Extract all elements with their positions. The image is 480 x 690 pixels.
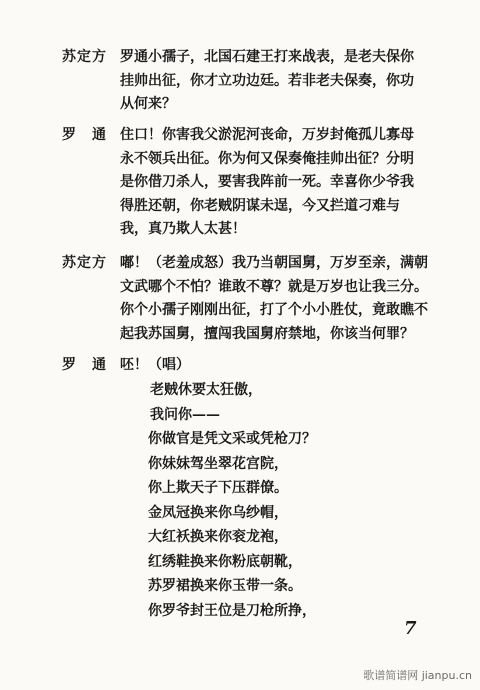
speech-text: [120, 124, 432, 242]
speech-line: 挂帅出征，你才立功边廷。若非老夫保奏，你功: [120, 72, 414, 89]
verse-line: 你上欺天子下压群僚。: [148, 480, 288, 496]
speech-text: [120, 46, 432, 117]
speaker-name: 苏定方: [62, 49, 107, 65]
speech-line: 住口！你害我父淤泥河丧命，万岁封俺孤儿寡母: [120, 127, 414, 143]
page-number: 7: [404, 618, 417, 639]
site-watermark: 歌谱简谱网 jianpu.cn: [363, 669, 472, 682]
verse-line: 苏罗裙换来你玉带一条。: [148, 578, 302, 594]
speech-line: 你个小孺子刚刚出征，打了个小小胜仗，竟敢瞧不: [120, 302, 428, 318]
speaker-name: 苏定方: [62, 255, 107, 271]
speech-line: 嘟！（老羞成怒）我乃当朝国舅，万岁至亲，满朝: [120, 255, 428, 271]
verse-line: 金凤冠换来你乌纱帽，: [148, 504, 288, 521]
verse-line: 你罗爷封王位是刀枪所挣，: [148, 602, 316, 619]
speech-line: 罗通小孺子，北国石建王打来战表，是老夫保你: [120, 49, 414, 65]
speaker-name: 罗 通: [62, 357, 107, 373]
speech-line: 起我苏国舅，擅闯我国舅府禁地，你该当何罪？: [120, 325, 414, 342]
speech-line: 永不领兵出征。你为何又保奏俺挂帅出征？分明: [120, 150, 414, 167]
speaker-name: 罗 通: [62, 127, 107, 143]
verse-line: 大红袄换来你衮龙袍，: [148, 529, 288, 545]
speech-text: [120, 252, 432, 346]
speech-line: 是你借刀杀人，要害我阵前一死。幸喜你少爷我: [120, 174, 414, 190]
verse-line: 你妹妹驾坐翠花宫院，: [148, 455, 288, 472]
verse-line: 你做官是凭文采或凭枪刀？: [148, 431, 316, 447]
speech-line: 得胜还朝，你老贼阴谋未逞，今又拦道刁难与: [120, 197, 400, 214]
speech-text: [120, 354, 432, 378]
verse-line: 红绣鞋换来你粉底朝靴，: [148, 553, 302, 570]
speech-line: 呸！（唱）: [120, 357, 190, 373]
speech-line: 我，真乃欺人太甚！: [120, 221, 246, 237]
sung-verse: [150, 378, 316, 623]
speech-line: 文武哪个不怕？谁敢不尊？就是万岁也让我三分。: [120, 278, 428, 295]
verse-line: 我问你——: [150, 406, 220, 423]
verse-line: 老贼休要太狂傲，: [150, 382, 262, 398]
speech-line: 从何来？: [120, 96, 176, 112]
